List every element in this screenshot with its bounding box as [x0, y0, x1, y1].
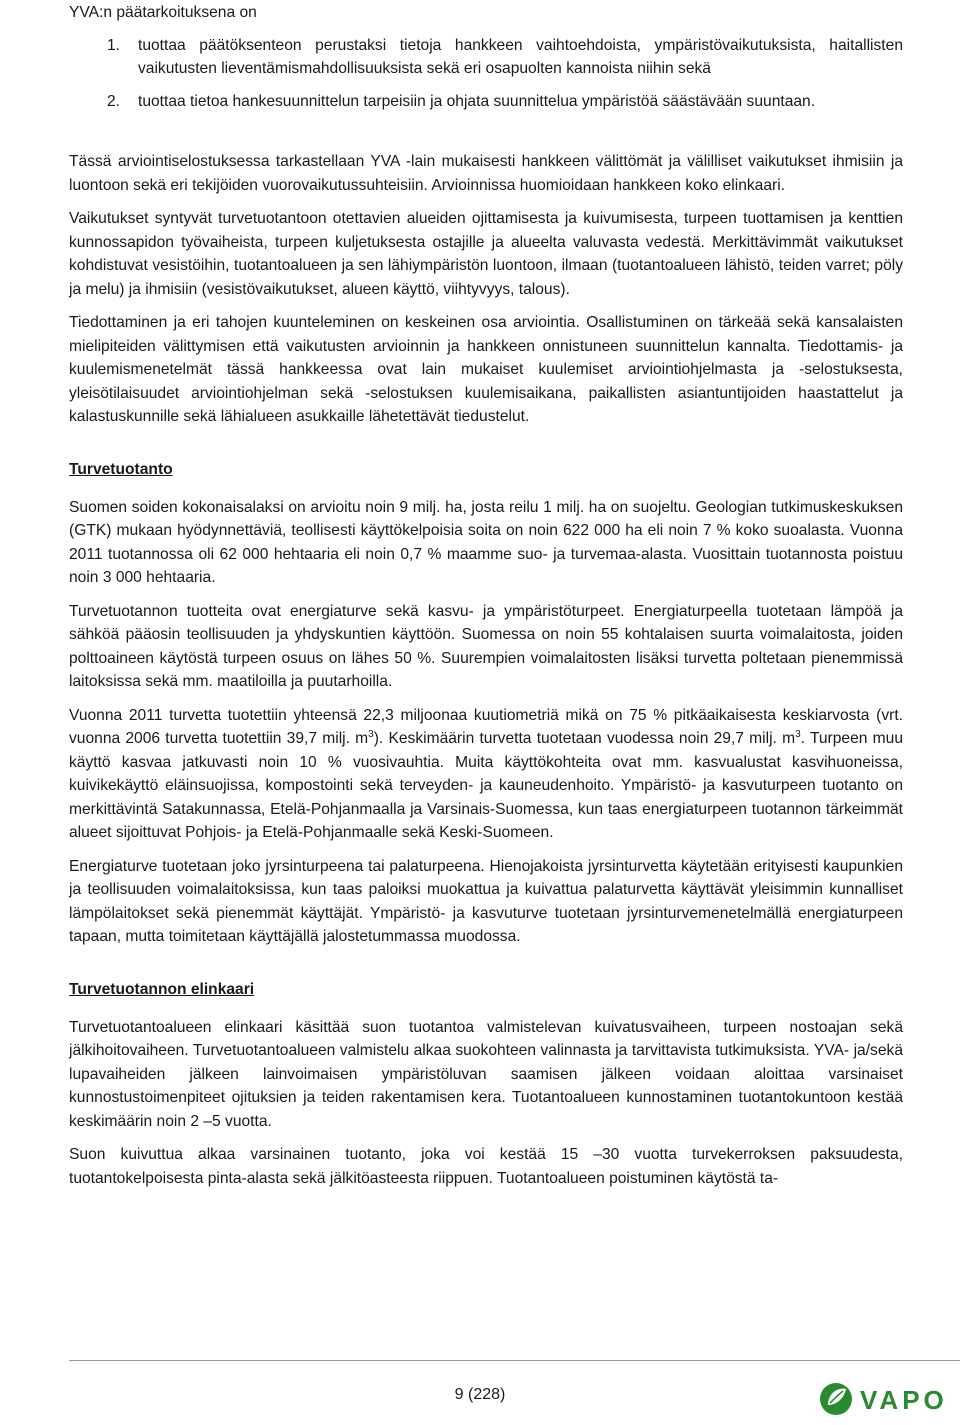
- list-item-text: tuottaa tietoa hankesuunnittelun tarpeisiin ja ohjata suunnittelua ympäristöä säästävään suuntaan.: [138, 93, 816, 110]
- text-fragment: . Turpeen muu käyttö kasvaa jatkuvasti noin 10 % vuosivauhtia. Muita käyttökohteita ovat mm. kasvualustat kasvihuoneissa, kuivikekäyttö eläinsuojissa, kompostointi sekä terveyden- ja kauneudenhoito. Ympäristö- ja kasvuturpeen tuotanto on merkittävintä Satakunnassa, Etelä-Pohjanmaalla ja Varsinais-Suomessa, kun taas energiaturpeen tuotannon tärkeimmät alueet sijoittuvat Pohjois- ja Etelä-Pohjanmaalle sekä Keski-Suomeen.: [69, 730, 903, 841]
- list-number: 2.: [107, 93, 121, 110]
- section-heading-elinkaari: Turvetuotannon elinkaari: [69, 980, 255, 998]
- paragraph-energy-peat: Energiaturve tuotetaan joko jyrsinturpeena tai palaturpeena. Hienojakoista jyrsinturvetta käytetään erityisesti kaupunkien ja teollisuuden voimalaitoksissa, kun taas paloiksi muokattua ja kuivattua palaturvetta käyttävät yleisimmin kunnalliset lämpölaitokset sekä pienemmät käyttäjät. Ympäristö- ja kasvuturve tuotetaan jyrsinturvemenetelmällä energiaturpeen tapaan, mutta toimitetaan käyttäjällä jalostetummassa muodossa.: [69, 857, 903, 945]
- logo-wordmark: VAPO: [860, 1385, 948, 1415]
- aims-list: [69, 34, 903, 123]
- text-fragment: ). Keskimäärin turvetta tuotetaan vuodessa noin 29,7 milj. m: [373, 730, 796, 747]
- list-item: [69, 34, 903, 80]
- page-number: 9 (228): [454, 1386, 506, 1403]
- intro-text: YVA:n päätarkoituksena on: [69, 4, 257, 21]
- paragraph-peat-production: [69, 704, 903, 845]
- superscript: 3: [368, 728, 374, 740]
- paragraph-lifecycle: Turvetuotantoalueen elinkaari käsittää suon tuotantoa valmistelevan kuivatusvaiheen, turpeen nostoajan sekä jälkihoitovaiheen. Turvetuotantoalueen valmistelu alkaa suokohteen valinnasta ja tarvittavista tutkimuksista. YVA- ja/sekä lupavaiheiden jälkeen lainvoimaisen ympäristöluvan saamisen jälkeen voidaan aloittaa varsinaiset kunnostustoimenpiteet ojituksien ja teiden rakentamisen kera. Tuotantoalueen kunnostaminen tuotantokuntoon kestää keskimäärin noin 2 ‒5 vuotta.: [69, 1018, 903, 1130]
- paragraph-assessment-scope: Tässä arviointiselostuksessa tarkastellaan YVA -lain mukaisesti hankkeen välittömät ja välilliset vaikutukset ihmisiin ja luontoon sekä eri tekijöiden vuorovaikutussuhteisiin. Arvioinnissa huomioidaan hankkeen koko elinkaari.: [69, 153, 903, 194]
- paragraph-communication: Tiedottaminen ja eri tahojen kuunteleminen on keskeinen osa arviointia. Osallistuminen on tärkeää sekä kansalaisten mielipiteiden välittymisen että vaikutusten arvioinnin ja hankkeen onnistuneen suunnittelun kannalta. Tiedottamis- ja kuulemismenetelmät tässä hankkeessa ovat lain mukaiset kuulemiset arviointiohjelmasta ja -selostuksesta, yleisötilaisuudet arviointiohjelman sekä -selostuksen kuulemisaikana, paikallisten asiantuntijoiden haastattelut ja kalastuskunnille sekä lähialueen asukkaille lähetettävät tiedustelut.: [69, 314, 903, 425]
- section-heading-turvetuotanto: Turvetuotanto: [69, 460, 173, 478]
- vapo-logo: [816, 1377, 960, 1421]
- paragraph-peat-products: Turvetuotannon tuotteita ovat energiaturve sekä kasvu- ja ympäristöturpeet. Energiaturpeella tuotetaan lämpöä ja sähköä pääosin teollisuuden ja yhdyskuntien käyttöön. Suomessa on noin 55 kohtalaisen suurta voimalaitosta, joiden polttoaineen käytöstä turpeen osuus on lähes 50 %. Suurempien voimalaitosten lisäksi turvetta poltetaan pienemmissä laitoksissa sekä mm. maatiloilla ja puutarhoilla.: [69, 602, 903, 690]
- text-fragment: Vuonna 2011 turvetta tuotettiin yhteensä 22,3 miljoonaa kuutiometriä mikä on 75 % pitkäaikaisesta keskiarvosta (vrt. vuonna 2006 turvetta tuotettiin 39,7 milj. m: [69, 706, 903, 747]
- list-item-text: tuottaa päätöksenteon perustaksi tietoja hankkeen vaihtoehdoista, ympäristövaikutuksista, haitallisten vaikutusten lieventämismahdollisuuksista sekä eri osapuolten kannoista niihin sekä: [138, 37, 903, 77]
- paragraph-production-period: Suon kuivuttua alkaa varsinainen tuotanto, joka voi kestää 15 ‒30 vuotta turvekerroksen paksuudesta, tuotantokelpoisesta pinta-alasta sekä jälkitöasteesta riippuen. Tuotantoalueen poistuminen käytöstä ta-: [69, 1146, 903, 1187]
- list-number: 1.: [107, 37, 121, 54]
- footer-divider: [69, 1360, 960, 1361]
- paragraph-impacts: Vaikutukset syntyvät turvetuotantoon otettavien alueiden ojittamisesta ja kuivumisesta, turpeen tuottamisen ja kenttien kunnossapidon työvaiheista, turpeen kuljetuksesta ostajille ja alueelta valuvasta vedestä. Merkittävimmät vaikutukset kohdistuvat vesistöihin, tuotantoalueen ja sen lähiympäristön luontoon, ilmaan (tuotantoalueen lähistö, teiden varret; pöly ja melu) ja ihmisiin (vesistövaikutukset, alueen käyttö, viihtyvyys, talous).: [69, 210, 903, 298]
- paragraph-peat-area: Suomen soiden kokonaisalaksi on arvioitu noin 9 milj. ha, josta reilu 1 milj. ha on suojeltu. Geologian tutkimuskeskuksen (GTK) mukaan hyödynnettäviä, teollisesti käyttökelpoisia soita on noin 622 000 ha eli noin 7 % koko suoalasta. Vuonna 2011 tuotannossa oli 62 000 hehtaaria eli noin 0,7 % maamme suo- ja turvemaa-alasta. Vuosittain tuotannosta poistuu noin 3 000 hehtaaria.: [69, 498, 903, 586]
- superscript: 3: [795, 728, 801, 740]
- body-text: [69, 150, 903, 1200]
- list-item: [69, 90, 903, 113]
